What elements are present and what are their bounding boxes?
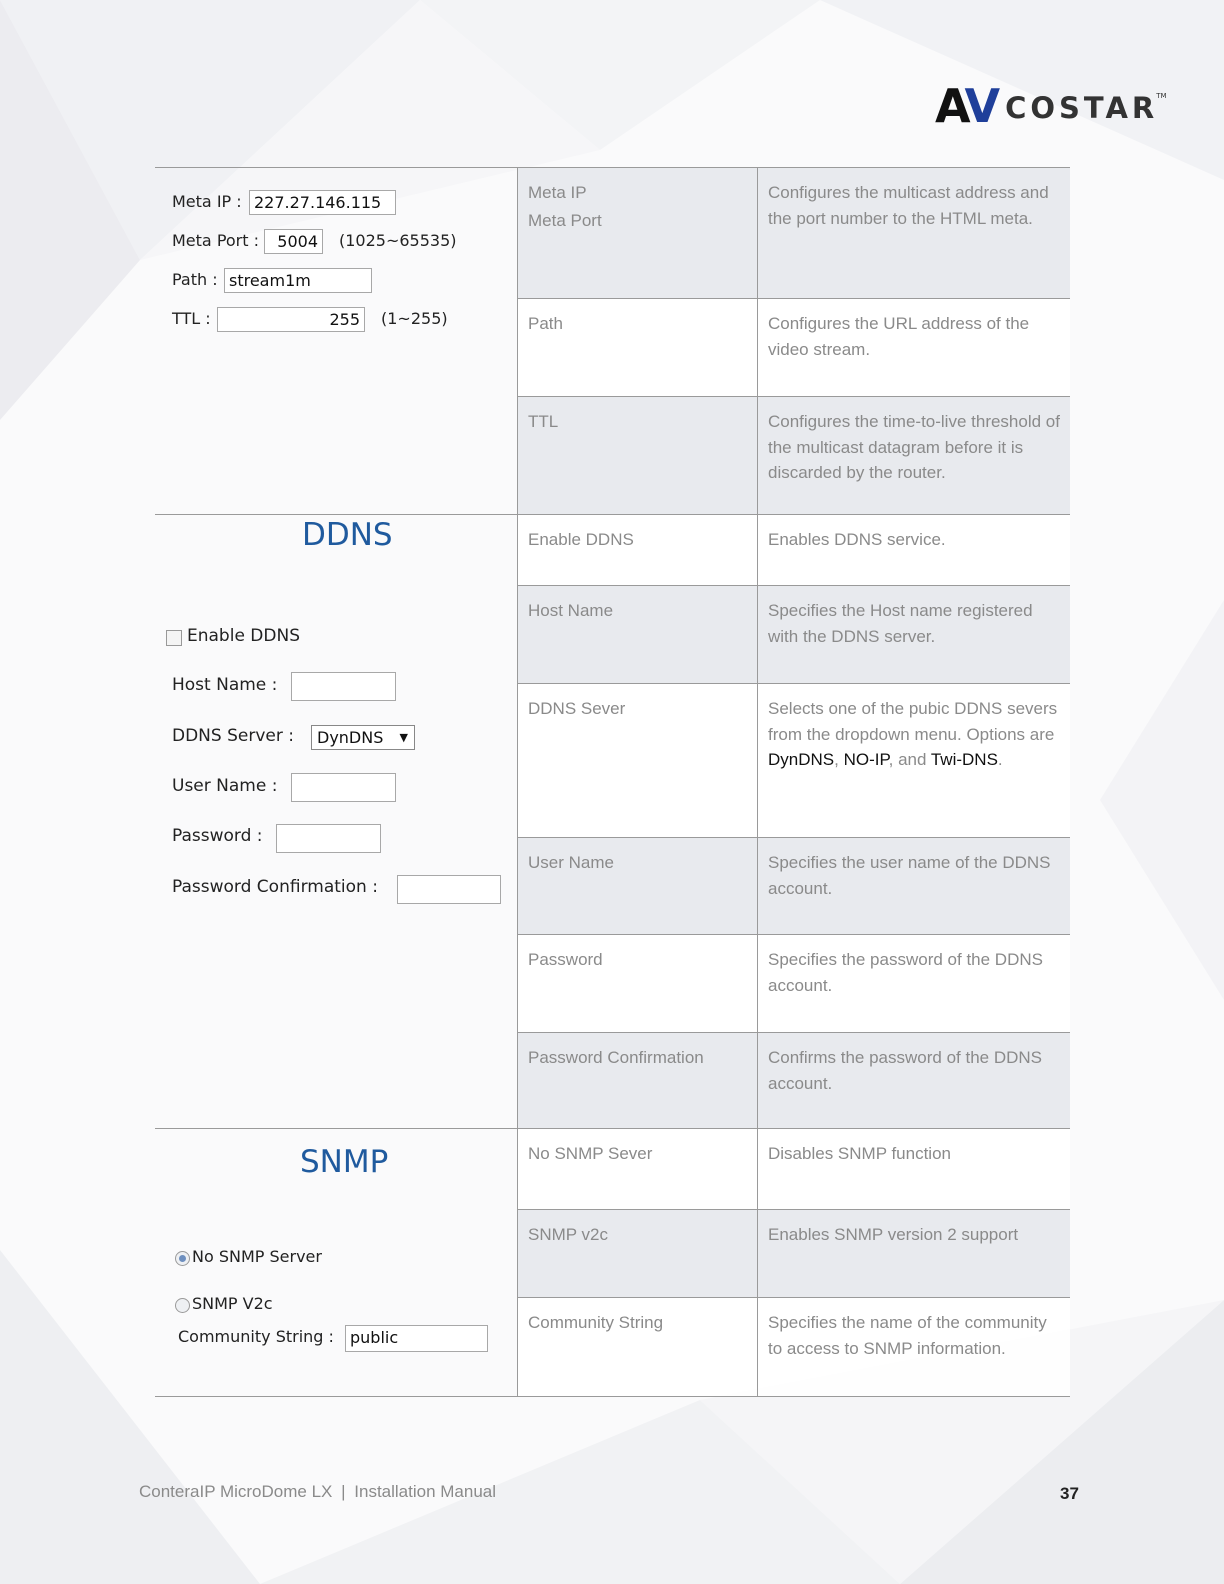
meta-port-range: (1025~65535): [339, 231, 457, 250]
row-path-item: Path: [517, 298, 757, 396]
enable-ddns-checkbox[interactable]: [166, 630, 182, 646]
footer-text: [139, 1482, 496, 1502]
host-name-input[interactable]: [291, 672, 396, 701]
ddns-server-value: DynDNS: [317, 728, 384, 747]
row-ttl-item: TTL: [517, 396, 757, 514]
host-name-label: Host Name :: [172, 675, 278, 695]
meta-port-input[interactable]: 5004: [264, 229, 323, 254]
page-number: 37: [1060, 1484, 1079, 1503]
row-user-item: User Name: [517, 837, 757, 934]
path-input[interactable]: stream1m: [224, 268, 372, 293]
snmp-screenshot: [155, 1128, 517, 1397]
row-path-desc: Configures the URL address of the video stream.: [757, 298, 1070, 396]
meta-ip-label: Meta IP :: [172, 192, 242, 211]
ttl-input[interactable]: 255: [217, 307, 365, 332]
password-input[interactable]: [276, 824, 381, 853]
row-ddns-server-item: DDNS Sever: [517, 683, 757, 837]
row-password-desc: Specifies the password of the DDNS account.: [757, 934, 1070, 1032]
table-bottom-border: [155, 1396, 1070, 1397]
option-noip: NO-IP: [843, 750, 889, 769]
row-confirm-desc: Confirms the password of the DDNS account.: [757, 1032, 1070, 1128]
option-twidns: Twi-DNS: [930, 750, 998, 769]
row-confirm-item: Password Confirmation: [517, 1032, 757, 1128]
avcostar-logo: AV COSTAR TM: [935, 79, 1167, 133]
row-host-item: Host Name: [517, 585, 757, 683]
password-label: Password :: [172, 826, 263, 846]
row-user-desc: Specifies the user name of the DDNS account.: [757, 837, 1070, 934]
row-meta-item: [517, 167, 757, 298]
ddns-server-select[interactable]: [311, 725, 415, 750]
no-snmp-radio[interactable]: [175, 1251, 190, 1266]
row-meta-desc: Configures the multicast address and the port number to the HTML meta.: [757, 167, 1070, 298]
multicast-screenshot: [155, 167, 517, 515]
footer-product: ConteraIP MicroDome LX: [139, 1482, 333, 1501]
row-no-snmp-item: No SNMP Sever: [517, 1128, 757, 1209]
snmp-v2c-radio[interactable]: [175, 1298, 190, 1313]
meta-ip-input[interactable]: 227.27.146.115: [249, 190, 396, 215]
ttl-label: TTL :: [172, 309, 211, 328]
no-snmp-label: No SNMP Server: [192, 1247, 322, 1266]
row-ddns-server-desc: Selects one of the pubic DDNS severs from the dropdown menu. Options are DynDNS, NO-IP, and Twi-DNS.: [757, 683, 1070, 837]
snmp-v2c-label: SNMP V2c: [192, 1294, 273, 1313]
item-meta-ip: Meta IP: [528, 183, 587, 202]
row-no-snmp-desc: Disables SNMP function: [757, 1128, 1070, 1209]
password-confirm-input[interactable]: [397, 875, 501, 904]
item-meta-port: Meta Port: [528, 211, 602, 230]
meta-port-label: Meta Port :: [172, 231, 260, 250]
password-confirm-label: Password Confirmation :: [172, 877, 378, 897]
row-community-desc: Specifies the name of the community to access to SNMP information.: [757, 1297, 1070, 1396]
path-label: Path :: [172, 270, 218, 289]
footer-manual: Installation Manual: [354, 1482, 497, 1501]
row-enable-ddns-desc: Enables DDNS service.: [757, 514, 1070, 585]
community-string-input[interactable]: public: [345, 1325, 488, 1352]
row-host-desc: Specifies the Host name registered with the DDNS server.: [757, 585, 1070, 683]
enable-ddns-label: Enable DDNS: [187, 626, 300, 646]
user-name-input[interactable]: [291, 773, 396, 802]
row-snmp-v2c-item: SNMP v2c: [517, 1209, 757, 1297]
user-name-label: User Name :: [172, 776, 278, 796]
option-dyndns: DynDNS: [768, 750, 835, 769]
snmp-title: SNMP: [300, 1144, 389, 1180]
row-password-item: Password: [517, 934, 757, 1032]
row-snmp-v2c-desc: Enables SNMP version 2 support: [757, 1209, 1070, 1297]
row-ttl-desc: Configures the time-to-live threshold of the multicast datagram before it is discarded by the router.: [757, 396, 1070, 514]
dropdown-arrow-icon: ▼: [399, 731, 408, 744]
footer-divider: |: [341, 1482, 346, 1501]
row-enable-ddns-item: Enable DDNS: [517, 514, 757, 585]
row-community-item: Community String: [517, 1297, 757, 1396]
community-string-label: Community String :: [178, 1327, 334, 1346]
ddns-screenshot: [155, 514, 517, 1129]
ddns-title: DDNS: [302, 517, 393, 553]
ddns-server-label: DDNS Server :: [172, 726, 294, 746]
ttl-range: (1~255): [381, 309, 448, 328]
